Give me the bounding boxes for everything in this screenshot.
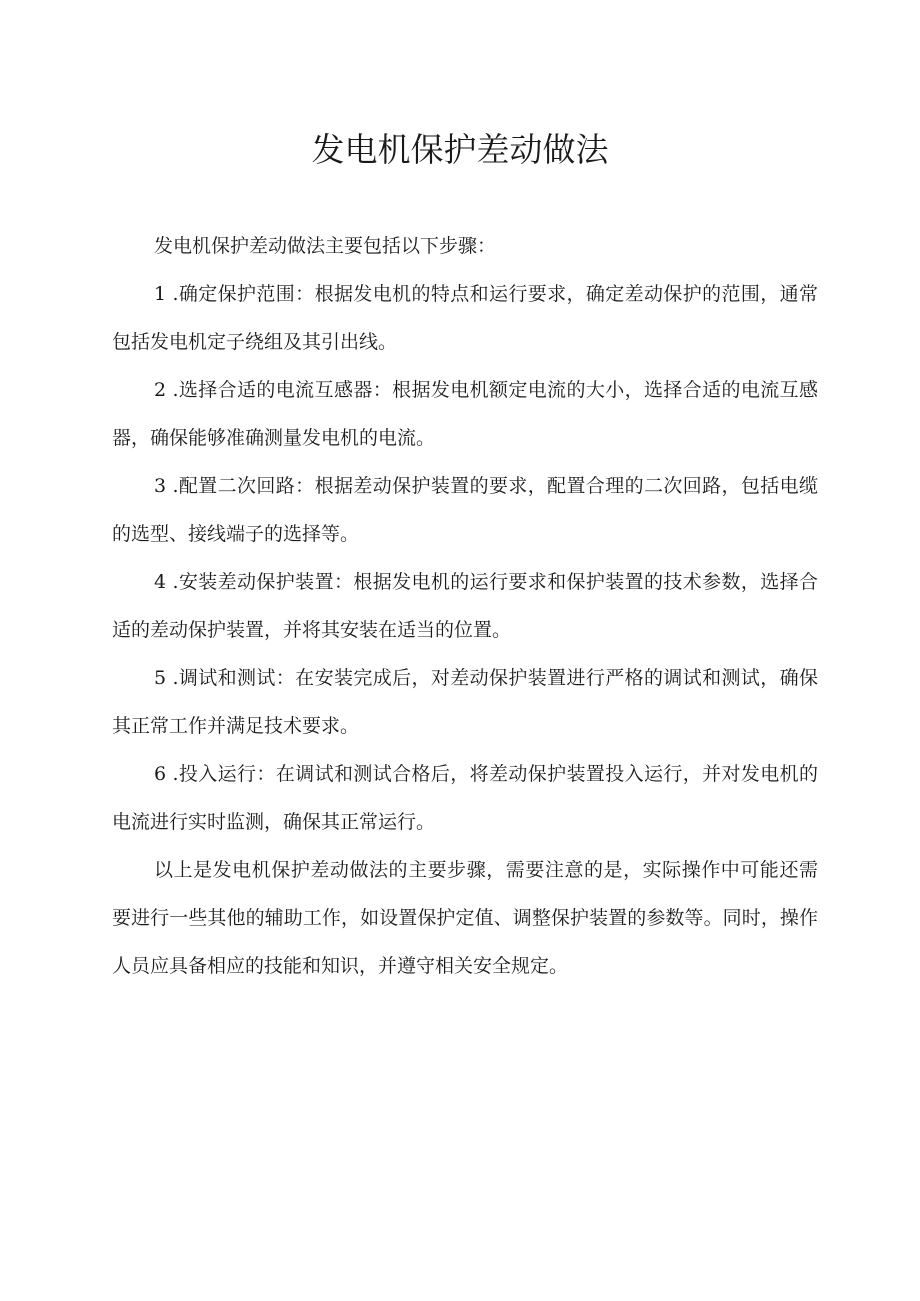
paragraph-step-5: 5 .调试和测试：在安装完成后，对差动保护装置进行严格的调试和测试，确保其正常工作并满足技术要求。 xyxy=(112,667,818,737)
paragraph-conclusion: 以上是发电机保护差动做法的主要步骤，需要注意的是，实际操作中可能还需要进行一些其他的辅助工作，如设置保护定值、调整保护装置的参数等。同时，操作人员应具备相应的技能和知识，并遵守相关安全规定。 xyxy=(112,859,818,977)
paragraph-step-6: 6 .投入运行：在调试和测试合格后，将差动保护装置投入运行，并对发电机的电流进行实时监测，确保其正常运行。 xyxy=(112,763,818,833)
paragraph-step-2: 2 .选择合适的电流互感器：根据发电机额定电流的大小，选择合适的电流互感器，确保能够准确测量发电机的电流。 xyxy=(112,379,818,449)
paragraph-step-3: 3 .配置二次回路：根据差动保护装置的要求，配置合理的二次回路，包括电缆的选型、接线端子的选择等。 xyxy=(112,475,818,545)
document-title: 发电机保护差动做法 xyxy=(311,130,609,169)
paragraph-step-1: 1 .确定保护范围：根据发电机的特点和运行要求，确定差动保护的范围，通常包括发电机定子绕组及其引出线。 xyxy=(112,283,818,353)
document-body xyxy=(112,222,818,990)
paragraph-intro: 发电机保护差动做法主要包括以下步骤： xyxy=(154,235,497,257)
paragraph-step-4: 4 .安装差动保护装置：根据发电机的运行要求和保护装置的技术参数，选择合适的差动保护装置，并将其安装在适当的位置。 xyxy=(112,571,818,641)
